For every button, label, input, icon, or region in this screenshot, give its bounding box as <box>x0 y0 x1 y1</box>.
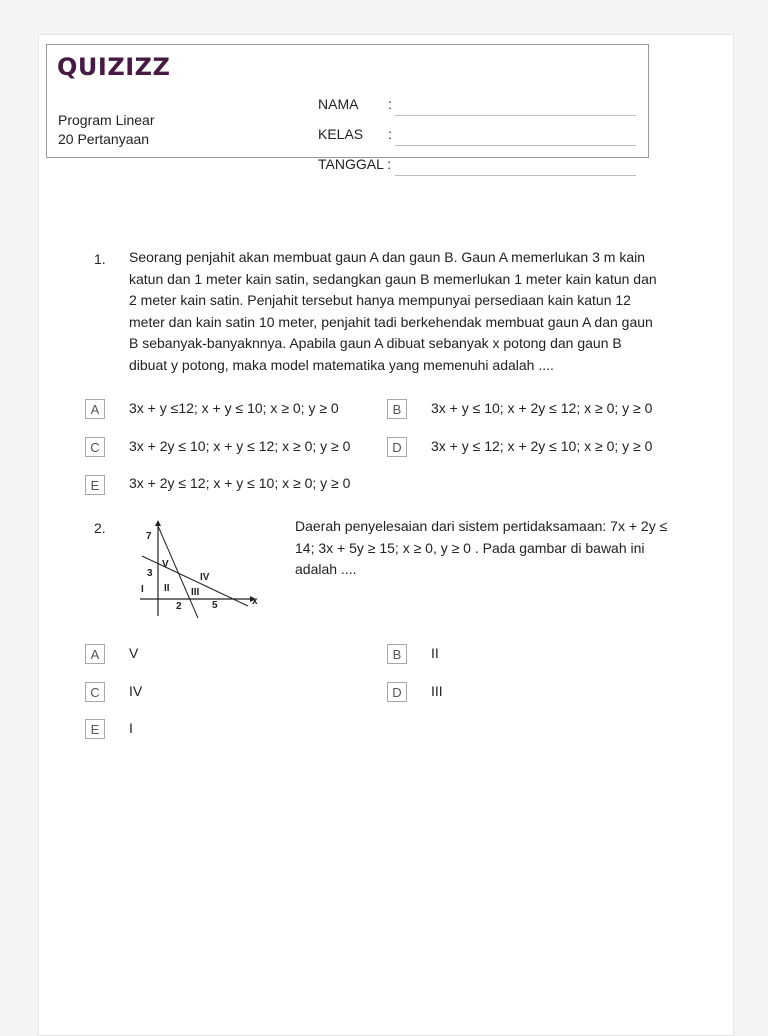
question-1-line: meter dan kain satin 10 meter, penjahit tadi berkehendak membuat gaun A dan gaun <box>129 313 653 330</box>
q2-option-d-text: III <box>431 683 443 699</box>
worksheet-header <box>46 44 649 172</box>
region-iii: III <box>191 587 200 598</box>
q1-option-c-box[interactable]: C <box>85 437 105 457</box>
y-axis-arrow-icon <box>155 520 161 526</box>
q2-option-e-text: I <box>129 720 133 736</box>
q1-option-a-box[interactable]: A <box>85 399 105 419</box>
region-i: I <box>141 584 144 595</box>
quizizz-logo: QUIZIZZ <box>57 53 171 81</box>
q1-option-d-text: 3x + y ≤ 12; x + 2y ≤ 10; x ≥ 0; y ≥ 0 <box>431 438 653 454</box>
quiz-title: Program Linear <box>58 112 155 128</box>
name-label: NAMA <box>318 96 359 112</box>
question-2-graph <box>136 518 266 622</box>
x-tick-2: 2 <box>176 601 182 612</box>
q2-option-b-box[interactable]: B <box>387 644 407 664</box>
q1-option-e-text: 3x + 2y ≤ 12; x + y ≤ 10; x ≥ 0; y ≥ 0 <box>129 475 351 491</box>
question-1-text <box>129 247 699 377</box>
question-count: 20 Pertanyaan <box>58 131 150 147</box>
q2-option-b-text: II <box>431 645 439 661</box>
region-ii: II <box>164 583 170 594</box>
q1-option-a-text: 3x + y ≤12; x + y ≤ 10; x ≥ 0; y ≥ 0 <box>129 400 339 416</box>
y-tick-7: 7 <box>146 531 152 542</box>
question-2-line: adalah .... <box>295 561 357 578</box>
y-tick-3: 3 <box>147 568 153 579</box>
question-2-number: 2. <box>94 520 106 536</box>
question-2-line: 14; 3x + 5y ≥ 15; x ≥ 0, y ≥ 0 . Pada gambar di bawah ini <box>295 539 645 556</box>
q1-option-e-box[interactable]: E <box>85 475 105 495</box>
name-colon: : <box>388 96 392 112</box>
q2-option-d-box[interactable]: D <box>387 682 407 702</box>
q1-option-b-box[interactable]: B <box>387 399 407 419</box>
question-1-number: 1. <box>94 251 106 267</box>
question-1-line: dibuat y potong, maka model matematika yang memenuhi adalah .... <box>129 356 554 373</box>
region-v: V <box>162 559 169 570</box>
name-field[interactable] <box>395 115 636 116</box>
class-label: KELAS <box>318 126 364 142</box>
q1-option-b-text: 3x + y ≤ 10; x + 2y ≤ 12; x ≥ 0; y ≥ 0 <box>431 400 653 416</box>
region-iv: IV <box>200 572 210 583</box>
question-1-line: B sebanyak-banyaknnya. Apabila gaun A dibuat sebanyak x potong dan gaun B <box>129 335 622 352</box>
x-tick-5: 5 <box>212 600 218 611</box>
date-field[interactable] <box>395 175 636 176</box>
question-2-line: Daerah penyelesaian dari sistem pertidaksamaan: 7x + 2y ≤ <box>295 518 668 534</box>
question-1-line: 2 meter kain satin. Penjahit tersebut hanya mempunyai persediaan kain katun 12 <box>129 292 631 309</box>
q2-option-c-box[interactable]: C <box>85 682 105 702</box>
q2-option-c-text: IV <box>129 683 143 699</box>
q2-option-a-text: V <box>129 645 139 661</box>
date-label: TANGGAL : <box>318 156 392 172</box>
question-1-line: Seorang penjahit akan membuat gaun A dan gaun B. Gaun A memerlukan 3 m kain <box>129 249 646 265</box>
q2-option-a-box[interactable]: A <box>85 644 105 664</box>
question-1-line: katun dan 1 meter kain satin, sedangkan gaun B memerlukan 1 meter kain katun dan <box>129 270 657 287</box>
q2-option-e-box[interactable]: E <box>85 719 105 739</box>
x-axis-label: x <box>252 596 258 607</box>
class-field[interactable] <box>395 145 636 146</box>
q1-option-c-text: 3x + 2y ≤ 10; x + y ≤ 12; x ≥ 0; y ≥ 0 <box>129 438 351 454</box>
class-colon: : <box>388 126 392 142</box>
q1-option-d-box[interactable]: D <box>387 437 407 457</box>
question-2-text <box>295 516 695 581</box>
